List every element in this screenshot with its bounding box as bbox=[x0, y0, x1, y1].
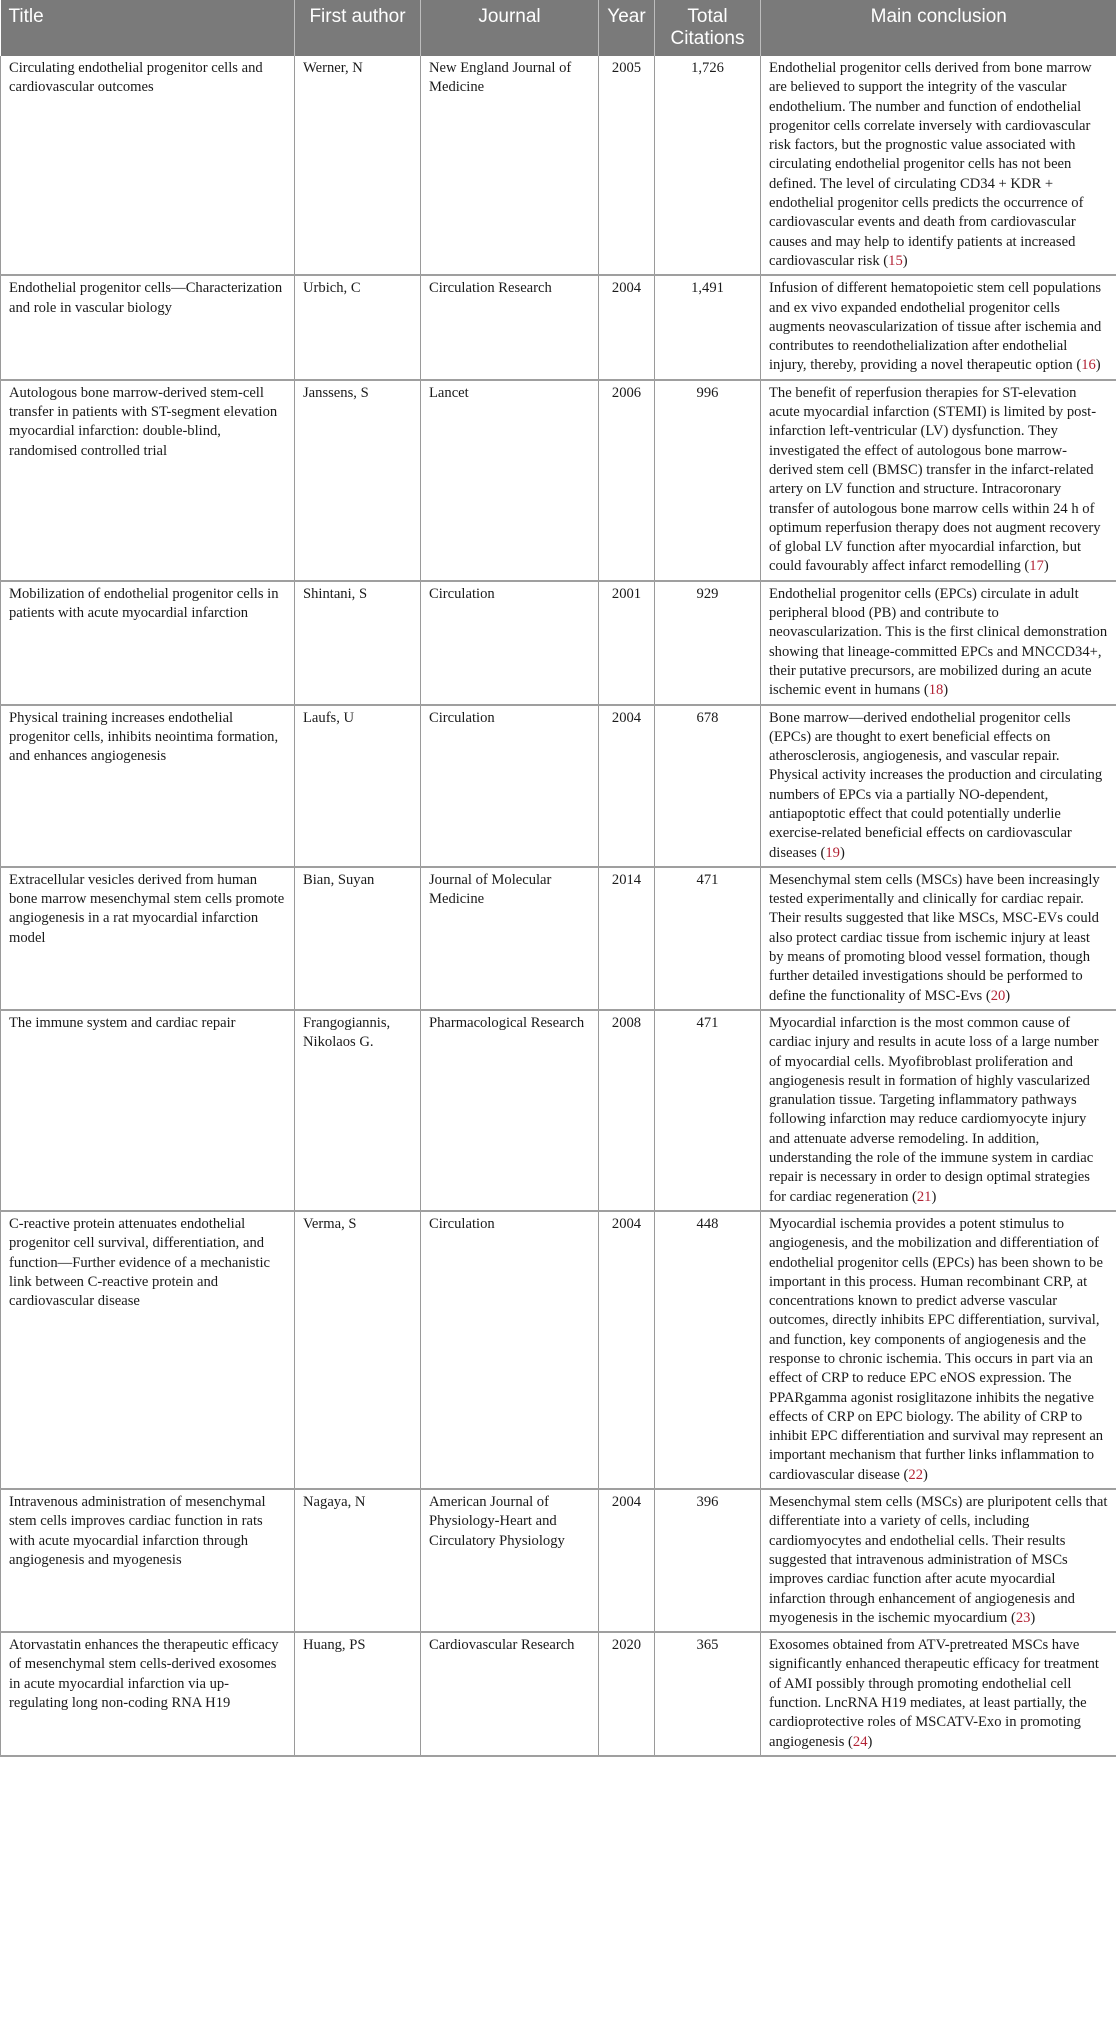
cell-main-conclusion bbox=[761, 1489, 1116, 1632]
conclusion-text: Bone marrow—derived endothelial progenitor cells (EPCs) are thought to exert beneficial effects on atherosclerosis, angiogenesis, and vascular repair. Physical activity increases the production and circulating numbers of EPCs via a partially NO-dependent, antiapoptotic effect that could potentially underlie exercise-related beneficial effects on cardiovascular diseases ( bbox=[769, 709, 1103, 861]
reference-close-paren: ) bbox=[902, 252, 908, 269]
cell-total-citations: 678 bbox=[655, 705, 761, 867]
reference-link[interactable]: 19 bbox=[825, 844, 840, 861]
reference-link[interactable]: 18 bbox=[928, 682, 944, 699]
conclusion-text: Endothelial progenitor cells derived from bone marrow are believed to support the integrity of the vascular endothelium. The number and function of endothelial progenitor cells correlate inversely with cardiovascular risk factors, but the prognostic value associated with circulating endothelial progenitor cells has not been defined. The level of circulating CD34 + KDR + endothelial progenitor cells predicts the occurrence of cardiovascular events and death from cardiovascular causes and may help to identify patients at increased cardiovascular risk ( bbox=[769, 60, 1092, 269]
header-main-conclusion: Main conclusion bbox=[761, 0, 1116, 56]
cell-year: 2006 bbox=[599, 380, 655, 581]
reference-close-paren: ) bbox=[867, 1733, 873, 1750]
cell-year: 2020 bbox=[599, 1632, 655, 1756]
reference-link[interactable]: 24 bbox=[852, 1733, 868, 1750]
table-row bbox=[1, 581, 1116, 705]
cell-main-conclusion bbox=[761, 867, 1116, 1010]
cell-year: 2004 bbox=[599, 275, 655, 379]
cell-journal: Circulation bbox=[421, 1211, 599, 1489]
cell-first-author: Laufs, U bbox=[295, 705, 421, 867]
cell-year: 2004 bbox=[599, 1489, 655, 1632]
table-row bbox=[1, 1632, 1116, 1756]
cell-total-citations: 1,726 bbox=[655, 56, 761, 275]
conclusion-text: Mesenchymal stem cells (MSCs) are pluripotent cells that differentiate into a variety of cells, including cardiomyocytes and endothelial cells. Their results suggested that intravenous administration of MSCs improves cardiac function after acute myocardial infarction through enhancement of angiogenesis and myogenesis in the ischemic myocardium ( bbox=[769, 1494, 1108, 1626]
cell-title: C-reactive protein attenuates endothelial progenitor cell survival, differentiation, and function—Further evidence of a mechanistic link between C-reactive protein and cardiovascular disease bbox=[1, 1211, 295, 1489]
cell-total-citations: 996 bbox=[655, 380, 761, 581]
cell-journal: Pharmacological Research bbox=[421, 1010, 599, 1211]
reference-link[interactable]: 15 bbox=[888, 252, 903, 269]
cell-total-citations: 448 bbox=[655, 1211, 761, 1489]
cell-year: 2005 bbox=[599, 56, 655, 275]
cell-journal: Circulation Research bbox=[421, 275, 599, 379]
cell-total-citations: 365 bbox=[655, 1632, 761, 1756]
table-row bbox=[1, 1010, 1116, 1211]
table-header bbox=[1, 0, 1116, 56]
cell-journal: Circulation bbox=[421, 705, 599, 867]
cell-first-author: Janssens, S bbox=[295, 380, 421, 581]
cell-title: Extracellular vesicles derived from human bone marrow mesenchymal stem cells promote angiogenesis in a rat myocardial infarction model bbox=[1, 867, 295, 1010]
reference-close-paren: ) bbox=[1030, 1609, 1036, 1626]
cell-main-conclusion bbox=[761, 1211, 1116, 1489]
reference-link[interactable]: 21 bbox=[916, 1188, 932, 1205]
reference-link[interactable]: 20 bbox=[990, 987, 1006, 1004]
cell-journal: American Journal of Physiology-Heart and Circulatory Physiology bbox=[421, 1489, 599, 1632]
cell-journal: Lancet bbox=[421, 380, 599, 581]
cell-first-author: Bian, Suyan bbox=[295, 867, 421, 1010]
header-journal: Journal bbox=[421, 0, 599, 56]
cell-first-author: Urbich, C bbox=[295, 275, 421, 379]
reference-close-paren: ) bbox=[839, 844, 845, 861]
cell-title: Endothelial progenitor cells—Characterization and role in vascular biology bbox=[1, 275, 295, 379]
cell-total-citations: 929 bbox=[655, 581, 761, 705]
cell-main-conclusion bbox=[761, 380, 1116, 581]
cell-first-author: Huang, PS bbox=[295, 1632, 421, 1756]
reference-link[interactable]: 22 bbox=[908, 1466, 923, 1483]
cell-total-citations: 1,491 bbox=[655, 275, 761, 379]
cell-journal: Journal of Molecular Medicine bbox=[421, 867, 599, 1010]
conclusion-text: Myocardial infarction is the most common cause of cardiac injury and results in acute loss of a large number of myocardial cells. Myofibroblast proliferation and angiogenesis result in formation of highly vascularized granulation tissue. Targeting inflammatory pathways following infarction may reduce cardiomyocyte injury and attenuate adverse remodeling. In addition, understanding the role of the immune system in cardiac repair is necessary in order to design optimal strategies for cardiac regeneration ( bbox=[769, 1014, 1099, 1205]
table-row bbox=[1, 705, 1116, 867]
reference-close-paren: ) bbox=[1043, 558, 1049, 575]
conclusion-text: Endothelial progenitor cells (EPCs) circulate in adult peripheral blood (PB) and contribute to neovascularization. This is the first clinical demonstration showing that lineage-committed EPCs and MNCCD34+, their putative precursors, are mobilized during an acute ischemic event in humans ( bbox=[769, 585, 1108, 699]
table-row bbox=[1, 275, 1116, 379]
cell-journal: Circulation bbox=[421, 581, 599, 705]
table-row bbox=[1, 867, 1116, 1010]
reference-link[interactable]: 16 bbox=[1081, 357, 1096, 374]
cell-main-conclusion bbox=[761, 1010, 1116, 1211]
header-year: Year bbox=[599, 0, 655, 56]
cell-main-conclusion bbox=[761, 1632, 1116, 1756]
conclusion-text: The benefit of reperfusion therapies for ST-elevation acute myocardial infarction (STEMI) is limited by post-infarction left-ventricular (LV) dysfunction. They investigated the effect of autologous bone marrow-derived stem cell (BMSC) transfer in the infarct-related artery on LV function and structure. Intracoronary transfer of autologous bone marrow cells within 24 h of optimum reperfusion therapy does not augment recovery of global LV function after myocardial infarction, but could favourably affect infarct remodelling ( bbox=[769, 384, 1101, 575]
cell-year: 2014 bbox=[599, 867, 655, 1010]
cell-main-conclusion bbox=[761, 275, 1116, 379]
cell-year: 2008 bbox=[599, 1010, 655, 1211]
conclusion-text: Infusion of different hematopoietic stem cell populations and ex vivo expanded endothelial progenitor cells augments neovascularization of tissue after ischemia and contributes to reendothelialization after endothelial injury, thereby, providing a novel therapeutic option ( bbox=[769, 280, 1102, 374]
table-row bbox=[1, 56, 1116, 275]
table-row bbox=[1, 380, 1116, 581]
cell-title: Mobilization of endothelial progenitor cells in patients with acute myocardial infarction bbox=[1, 581, 295, 705]
cell-first-author: Werner, N bbox=[295, 56, 421, 275]
cell-year: 2004 bbox=[599, 705, 655, 867]
cell-journal: New England Journal of Medicine bbox=[421, 56, 599, 275]
cell-title: Atorvastatin enhances the therapeutic efficacy of mesenchymal stem cells-derived exosomes in acute myocardial infarction via up-regulating long non-coding RNA H19 bbox=[1, 1632, 295, 1756]
cell-first-author: Verma, S bbox=[295, 1211, 421, 1489]
header-row bbox=[1, 0, 1116, 56]
cell-first-author: Frangogiannis, Nikolaos G. bbox=[295, 1010, 421, 1211]
table-row bbox=[1, 1489, 1116, 1632]
cell-main-conclusion bbox=[761, 705, 1116, 867]
cell-year: 2001 bbox=[599, 581, 655, 705]
cell-title: Circulating endothelial progenitor cells and cardiovascular outcomes bbox=[1, 56, 295, 275]
cell-total-citations: 471 bbox=[655, 867, 761, 1010]
cell-journal: Cardiovascular Research bbox=[421, 1632, 599, 1756]
cell-year: 2004 bbox=[599, 1211, 655, 1489]
header-first-author: First author bbox=[295, 0, 421, 56]
cell-total-citations: 471 bbox=[655, 1010, 761, 1211]
cell-main-conclusion bbox=[761, 56, 1116, 275]
cell-total-citations: 396 bbox=[655, 1489, 761, 1632]
reference-link[interactable]: 17 bbox=[1029, 558, 1044, 575]
reference-link[interactable]: 23 bbox=[1015, 1609, 1031, 1626]
cell-title: The immune system and cardiac repair bbox=[1, 1010, 295, 1211]
cell-first-author: Shintani, S bbox=[295, 581, 421, 705]
conclusion-text: Exosomes obtained from ATV-pretreated MSCs have significantly enhanced therapeutic efficacy for treatment of AMI possibly through promoting endothelial cell function. LncRNA H19 mediates, at least partially, the cardioprotective roles of MSCATV-Exo in promoting angiogenesis ( bbox=[769, 1637, 1099, 1750]
header-title: Title bbox=[1, 0, 295, 56]
reference-close-paren: ) bbox=[943, 682, 949, 699]
table-body bbox=[1, 56, 1116, 1756]
cell-title: Physical training increases endothelial progenitor cells, inhibits neointima formation, and enhances angiogenesis bbox=[1, 705, 295, 867]
reference-close-paren: ) bbox=[1005, 987, 1011, 1004]
cell-title: Autologous bone marrow-derived stem-cell transfer in patients with ST-segment elevation myocardial infarction: double-blind, randomised controlled trial bbox=[1, 380, 295, 581]
header-total-citations: Total Citations bbox=[655, 0, 761, 56]
cell-first-author: Nagaya, N bbox=[295, 1489, 421, 1632]
reference-close-paren: ) bbox=[931, 1188, 937, 1205]
conclusion-text: Mesenchymal stem cells (MSCs) have been increasingly tested experimentally and clinically for cardiac repair. Their results suggested that like MSCs, MSC-EVs could also protect cardiac tissue from ischemic injury at least by means of promoting blood vessel formation, though further detailed investigations should be performed to define the functionality of MSC-Evs ( bbox=[769, 871, 1100, 1004]
cell-title: Intravenous administration of mesenchymal stem cells improves cardiac function in rats with acute myocardial infarction through angiogenesis and myogenesis bbox=[1, 1489, 295, 1632]
conclusion-text: Myocardial ischemia provides a potent stimulus to angiogenesis, and the mobilization and differentiation of endothelial progenitor cells (EPCs) has been shown to be important in this process. Human recombinant CRP, at concentrations known to predict adverse vascular outcomes, directly inhibits EPC differentiation, survival, and function, key components of angiogenesis and the response to chronic ischemia. This occurs in part via an effect of CRP to reduce EPC eNOS expression. The PPARgamma agonist rosiglitazone inhibits the negative effects of CRP on EPC biology. The ability of CRP to inhibit EPC differentiation and survival may represent an important mechanism that further links inflammation to cardiovascular disease ( bbox=[769, 1215, 1104, 1483]
table-row bbox=[1, 1211, 1116, 1489]
reference-close-paren: ) bbox=[1095, 357, 1101, 374]
cell-main-conclusion bbox=[761, 581, 1116, 705]
reference-close-paren: ) bbox=[922, 1466, 928, 1483]
